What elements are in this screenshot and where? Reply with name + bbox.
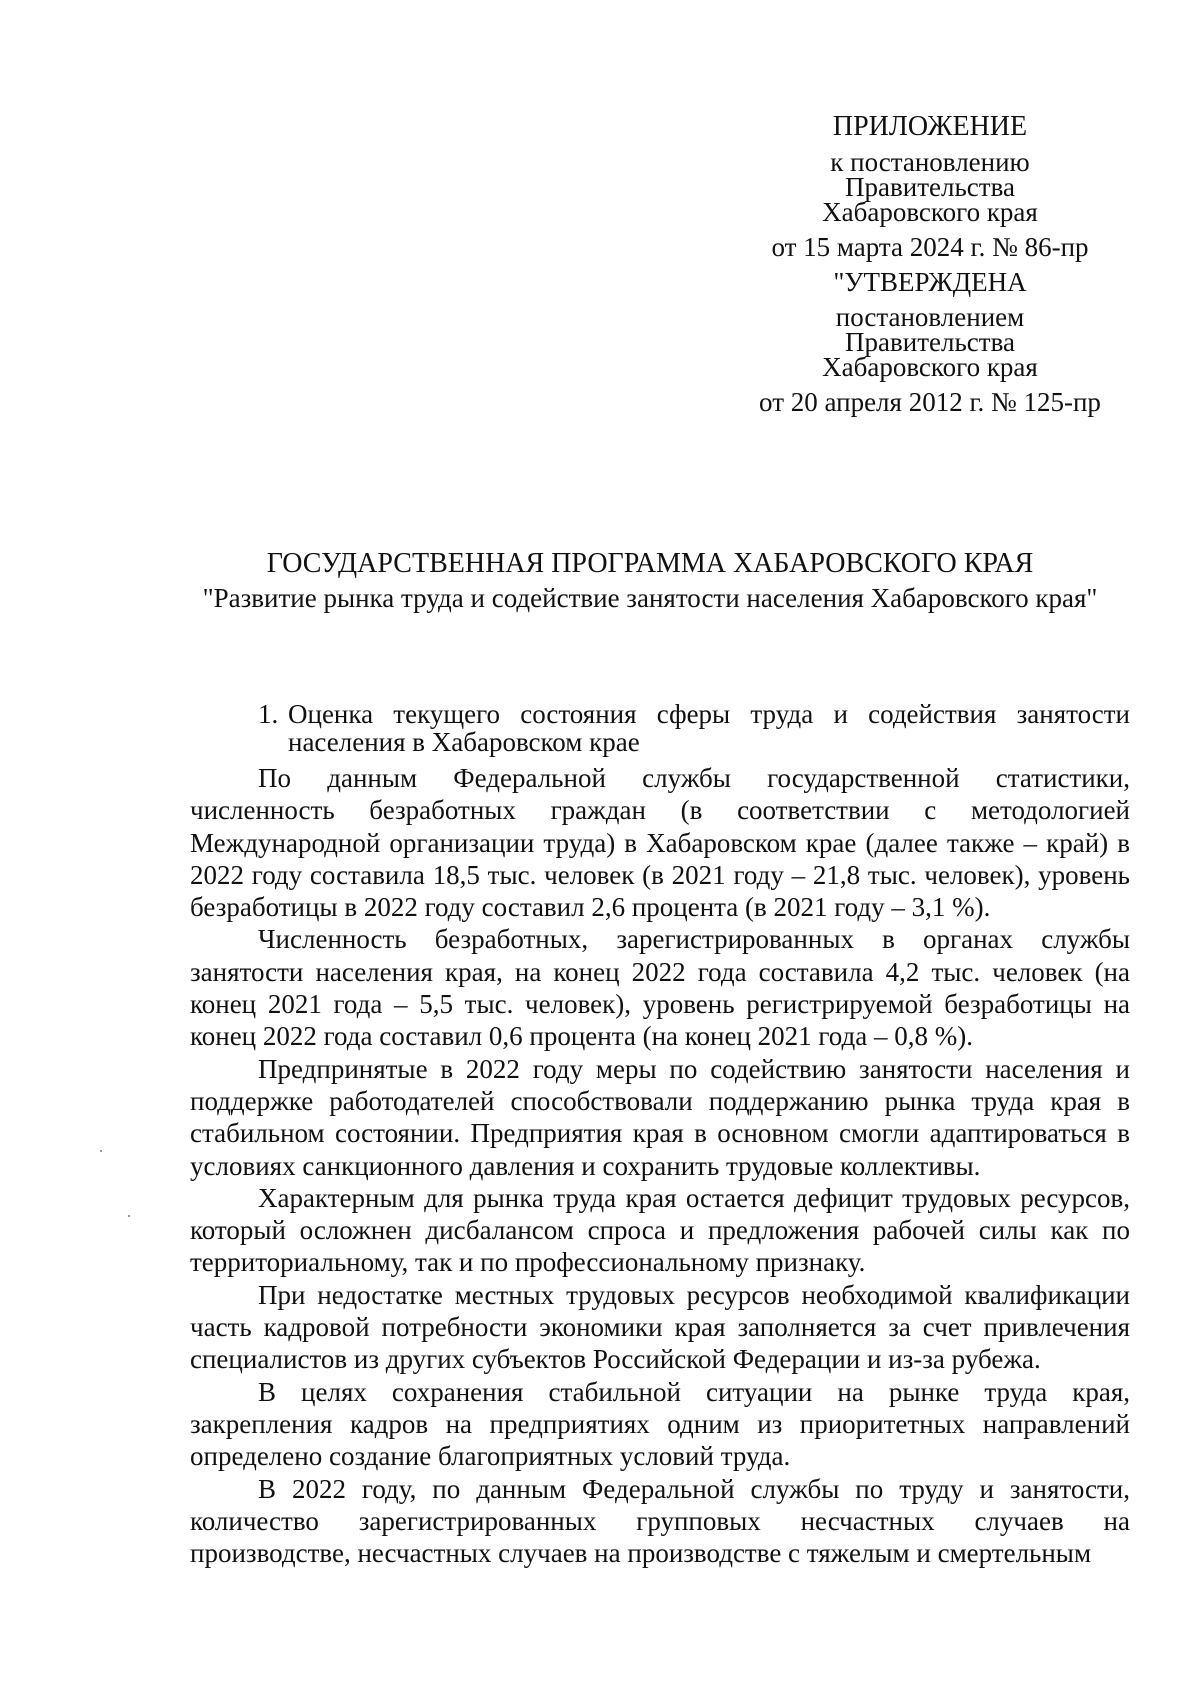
paragraph: При недостатке местных трудовых ресурсов необходимой квалификации часть кадровой потребности экономики края заполняется за счет привлечения специалистов из других субъектов Российской Федерации и из-за рубежа. — [190, 1279, 1130, 1375]
paragraph: В 2022 году, по данным Федеральной службы по труду и занятости, количество зарегистрированных групповых несчастных случаев на производстве, несчастных случаев на производстве с тяжелым и смертельным — [190, 1473, 1130, 1569]
header-line: Правительства — [845, 172, 1015, 202]
header-line: Хабаровского края — [822, 352, 1038, 382]
section-heading-text: Оценка текущего состояния сферы труда и содействия занятости населения в Хабаровском крае — [288, 699, 1130, 757]
paragraph: Предпринятые в 2022 году меры по содействию занятости населения и поддержке работодателей способствовали поддержанию рынка труда края в стабильном состоянии. Предприятия края в основном смогли адаптироваться в условиях санкционного давления и сохранить трудовые коллективы. — [190, 1053, 1130, 1181]
decree-date-number: от 15 марта 2024 г. № 86-пр — [771, 232, 1089, 262]
scan-artifact — [100, 1150, 102, 1152]
paragraph: Характерным для рынка труда края остается дефицит трудовых ресурсов, который осложнен дисбалансом спроса и предложения рабочей силы как по территориальному, так и по профессиональному признаку. — [190, 1182, 1130, 1278]
original-decree-date-number: от 20 апреля 2012 г. № 125-пр — [759, 387, 1101, 417]
program-title: ГОСУДАРСТВЕННАЯ ПРОГРАММА ХАБАРОВСКОГО КРАЯ — [266, 548, 1034, 579]
body-text — [190, 762, 1130, 1569]
paragraph: По данным Федеральной службы государственной статистики, численность безработных граждан (в соответствии с методологией Международной организации труда) в Хабаровском крае (далее также – край) в 2022 году составила 18,5 тыс. человек (в 2021 году – 21,8 тыс. человек), уровень безработицы в 2022 году составил 2,6 процента (в 2021 году – 3,1 %). — [190, 763, 1130, 923]
scan-artifact — [128, 1215, 130, 1217]
header-line: Хабаровского края — [822, 197, 1038, 227]
approved-label: "УТВЕРЖДЕНА — [833, 267, 1027, 297]
approval-header — [720, 112, 1140, 415]
header-line: Правительства — [845, 327, 1015, 357]
section-number: 1. — [258, 699, 279, 729]
section-heading — [258, 700, 1130, 756]
program-subtitle: "Развитие рынка труда и содействие занятости населения Хабаровского края" — [202, 583, 1098, 613]
header-line: постановлением — [835, 302, 1025, 332]
paragraph: Численность безработных, зарегистрированных в органах службы занятости населения края, на конец 2022 года составила 4,2 тыс. человек (на конец 2021 года – 5,5 тыс. человек), уровень регистрируемой безработицы на конец 2022 года составил 0,6 процента (на конец 2021 года – 0,8 %). — [190, 924, 1130, 1052]
appendix-title: ПРИЛОЖЕНИЕ — [832, 111, 1028, 142]
paragraph: В целях сохранения стабильной ситуации на рынке труда края, закрепления кадров на предприятиях одним из приоритетных направлений определено создание благоприятных условий труда. — [190, 1376, 1130, 1472]
program-title-block — [190, 548, 1110, 611]
header-line: к постановлению — [830, 147, 1030, 177]
